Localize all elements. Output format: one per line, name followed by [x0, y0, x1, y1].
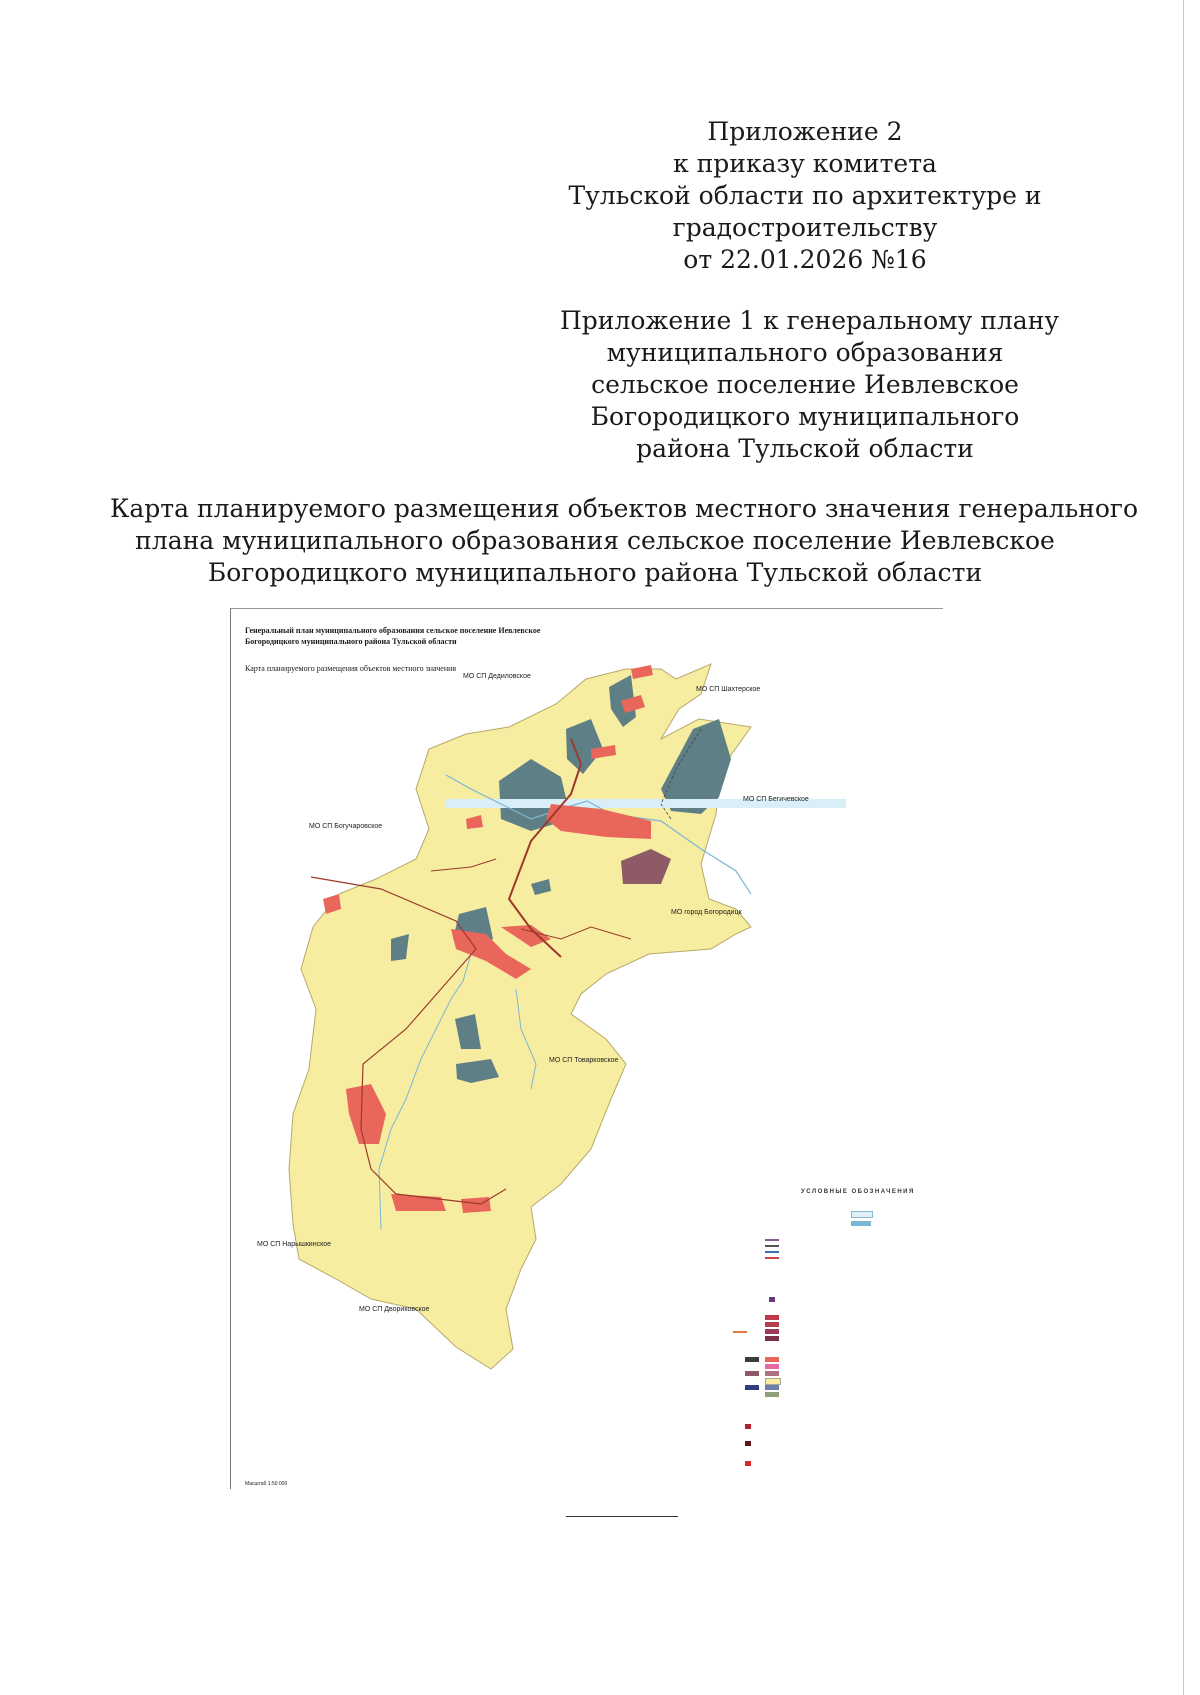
- document-title-line: Карта планируемого размещения объектов местного значения генерального: [110, 494, 1139, 523]
- map-legend: [731, 1187, 931, 1477]
- legend-row: [731, 1385, 931, 1391]
- page-edge-line: [1183, 0, 1184, 1695]
- annex-1-block: [560, 305, 1060, 465]
- legend-row: [731, 1297, 931, 1303]
- legend-row: [731, 1357, 931, 1363]
- annex-2-line: к приказу комитета: [673, 149, 937, 178]
- legend-title: УСЛОВНЫЕ ОБОЗНАЧЕНИЯ: [801, 1189, 915, 1195]
- legend-row: [731, 1392, 931, 1398]
- settlement-zone: [461, 1197, 491, 1213]
- document-title-line: Богородицкого муниципального района Тульской области: [207, 558, 983, 587]
- legend-row: [731, 1211, 931, 1217]
- annex-2-line: от 22.01.2026 №16: [683, 245, 927, 274]
- map-figure: [230, 608, 943, 1489]
- legend-row: [731, 1336, 931, 1342]
- annex-1-line: Приложение 1 к генеральному плану: [560, 306, 1060, 335]
- map-header-line: Генеральный план муниципального образования сельское поселение Иевлевское: [245, 626, 541, 635]
- legend-row: [731, 1378, 931, 1384]
- map-subheader: Карта планируемого размещения объектов местного значения: [245, 664, 457, 673]
- document-title-line: плана муниципального образования сельское поселение Иевлевское: [135, 526, 1055, 555]
- annex-2-block: [560, 116, 1050, 276]
- annex-1-line: района Тульской области: [636, 434, 974, 463]
- legend-row: [731, 1461, 931, 1467]
- document-title: [110, 493, 1139, 589]
- annex-1-line: муниципального образования: [606, 338, 1004, 367]
- legend-row: [731, 1364, 931, 1370]
- label-dvorikovskoe: МО СП Двориковское: [359, 1306, 430, 1313]
- legend-row: [731, 1221, 931, 1227]
- map-header-line: Богородицкого муниципального района Тульской области: [245, 637, 457, 646]
- legend-row: [731, 1315, 931, 1321]
- label-bogoroditsk: МО город Богородицк: [671, 909, 742, 916]
- legend-row: [731, 1255, 931, 1261]
- label-begichevskoe: МО СП Бегичевское: [743, 796, 809, 803]
- label-boguchar: МО СП Богучаровское: [309, 823, 383, 830]
- legend-row: [731, 1424, 931, 1430]
- annex-2-line: градостроительству: [672, 213, 938, 242]
- legend-row: [731, 1441, 931, 1447]
- annex-1-line: Богородицкого муниципального: [590, 402, 1020, 431]
- label-tovarkovskoe: МО СП Товарковское: [549, 1057, 619, 1064]
- annex-2-line: Приложение 2: [707, 117, 903, 146]
- legend-row: [731, 1329, 931, 1335]
- legend-row: [731, 1371, 931, 1377]
- map-scale: Масштаб 1:50 000: [245, 1481, 288, 1487]
- closing-rule: [566, 1516, 678, 1517]
- annex-1-line: сельское поселение Иевлевское: [591, 370, 1019, 399]
- label-narishkinskoe: МО СП Нарышкинское: [257, 1241, 332, 1248]
- legend-row: [731, 1322, 931, 1328]
- label-shahterskoe: МО СП Шахтерское: [696, 686, 761, 693]
- annex-2-line: Тульской области по архитектуре и: [568, 181, 1042, 210]
- label-dedilovskoe: МО СП Дедиловское: [463, 673, 531, 680]
